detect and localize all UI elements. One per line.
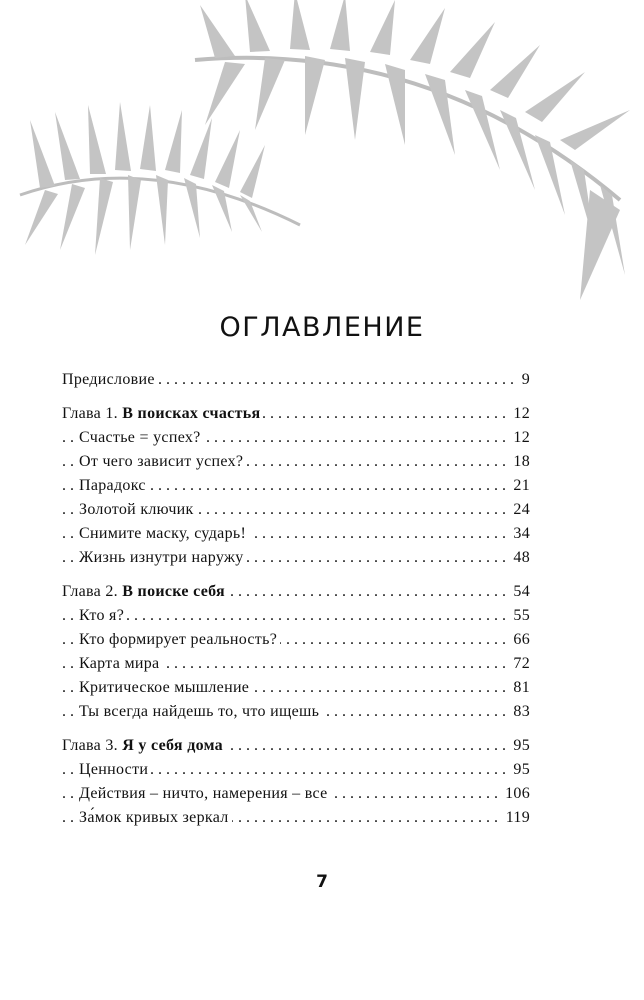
toc-entry-page: 55: [507, 604, 530, 628]
toc-entry[interactable]: [62, 628, 530, 652]
table-of-contents: [62, 368, 530, 830]
toc-entry-label: Кто формирует реальность?: [79, 631, 280, 648]
chapter-title: Я у себя дома: [122, 737, 223, 754]
toc-entry[interactable]: [62, 474, 530, 498]
toc-entry[interactable]: [62, 546, 530, 570]
toc-entry-label: Критическое мышление: [79, 679, 252, 696]
toc-entry[interactable]: [62, 758, 530, 782]
toc-entry-label: Ценности: [79, 761, 151, 778]
chapter-prefix: Глава 1.: [62, 405, 123, 422]
chapter-title: В поисках счастья: [122, 405, 261, 422]
toc-entry[interactable]: [62, 806, 530, 830]
toc-title: ОГЛАВЛЕНИЕ: [219, 312, 425, 343]
toc-entry-page: 54: [507, 580, 530, 604]
toc-entry[interactable]: [62, 426, 530, 450]
toc-entry[interactable]: [62, 498, 530, 522]
toc-entry-label: Жизнь изнутри наружу: [79, 549, 247, 566]
toc-entry-page: 24: [507, 498, 530, 522]
toc-entry-label: Кто я?: [79, 607, 127, 624]
toc-entry-page: 81: [507, 676, 530, 700]
toc-entry[interactable]: [62, 676, 530, 700]
chapter-prefix: Глава 3.: [62, 737, 123, 754]
toc-entry-label: Действия – ничто, намерения – все: [79, 785, 331, 802]
toc-entry-page: 18: [507, 450, 530, 474]
toc-entry-label: Счастье = успех?: [79, 429, 204, 446]
chapter-title: В поиске себя: [122, 583, 225, 600]
toc-entry-label: Ты всегда найдешь то, что ищешь: [79, 703, 322, 720]
toc-entry-label: Карта мира: [79, 655, 162, 672]
toc-entry-label: За́мок кривых зеркал: [79, 809, 232, 826]
toc-entry-label: Золотой ключик: [79, 501, 197, 518]
toc-entry[interactable]: [62, 522, 530, 546]
toc-entry-label: Предисловие: [62, 371, 158, 388]
fern-decoration: [0, 0, 644, 360]
toc-entry[interactable]: [62, 700, 530, 724]
toc-entry[interactable]: [62, 450, 530, 474]
toc-entry-page: 95: [507, 734, 530, 758]
toc-entry-page: 106: [499, 782, 530, 806]
chapter-prefix: Глава 2.: [62, 583, 123, 600]
toc-entry[interactable]: [62, 604, 530, 628]
toc-chapter-2[interactable]: [62, 580, 530, 604]
toc-chapter-3[interactable]: [62, 734, 530, 758]
toc-entry-label: Парадокс: [79, 477, 149, 494]
toc-entry-page: 66: [507, 628, 530, 652]
toc-entry-preface[interactable]: [62, 368, 530, 392]
toc-entry-label: От чего зависит успех?: [79, 453, 246, 470]
toc-entry-page: 48: [507, 546, 530, 570]
large-fern-leaf: [195, 0, 630, 300]
page-number: 7: [316, 872, 328, 892]
toc-entry[interactable]: [62, 652, 530, 676]
toc-entry-page: 83: [507, 700, 530, 724]
toc-entry-page: 119: [500, 806, 530, 830]
toc-entry-page: 12: [507, 402, 530, 426]
small-fern-leaf: [20, 102, 300, 255]
toc-entry-page: 12: [507, 426, 530, 450]
toc-entry-page: 21: [507, 474, 530, 498]
toc-entry-page: 72: [507, 652, 530, 676]
toc-entry[interactable]: [62, 782, 530, 806]
toc-entry-page: 34: [507, 522, 530, 546]
toc-entry-page: 95: [507, 758, 530, 782]
toc-entry-label: Снимите маску, сударь!: [79, 525, 249, 542]
toc-chapter-1[interactable]: [62, 402, 530, 426]
toc-entry-page: 9: [516, 368, 530, 392]
